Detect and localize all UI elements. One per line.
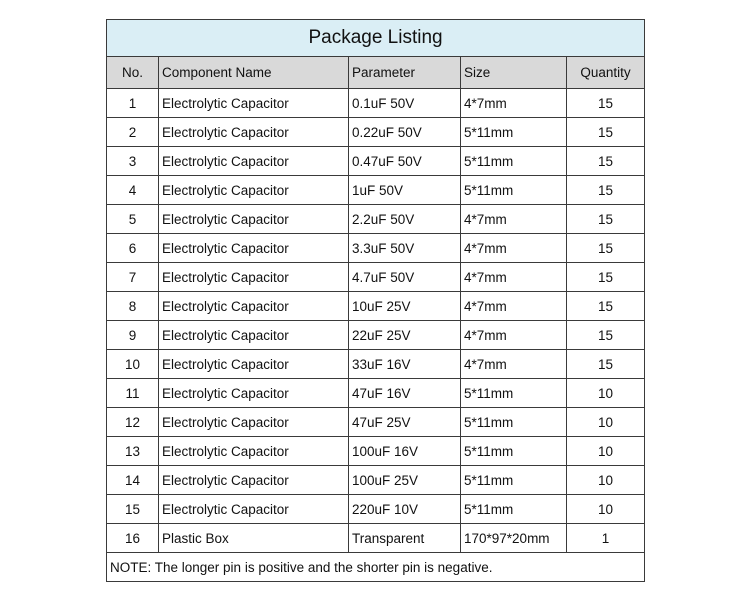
cell-size: 5*11mm <box>461 379 567 408</box>
cell-quantity: 15 <box>567 89 645 118</box>
package-listing-table <box>106 19 645 582</box>
cell-component-name: Electrolytic Capacitor <box>159 408 349 437</box>
cell-size: 170*97*20mm <box>461 524 567 553</box>
table-row <box>107 263 645 292</box>
header-no: No. <box>107 57 159 89</box>
cell-quantity: 15 <box>567 118 645 147</box>
cell-no: 2 <box>107 118 159 147</box>
cell-quantity: 15 <box>567 147 645 176</box>
cell-component-name: Electrolytic Capacitor <box>159 89 349 118</box>
table-row <box>107 466 645 495</box>
cell-no: 8 <box>107 292 159 321</box>
cell-no: 14 <box>107 466 159 495</box>
table-title: Package Listing <box>107 20 645 57</box>
cell-component-name: Electrolytic Capacitor <box>159 205 349 234</box>
cell-quantity: 15 <box>567 292 645 321</box>
cell-component-name: Electrolytic Capacitor <box>159 495 349 524</box>
cell-component-name: Electrolytic Capacitor <box>159 234 349 263</box>
cell-parameter: 47uF 25V <box>349 408 461 437</box>
table-row <box>107 495 645 524</box>
header-row <box>107 57 645 89</box>
cell-size: 5*11mm <box>461 495 567 524</box>
table-row <box>107 524 645 553</box>
cell-size: 4*7mm <box>461 263 567 292</box>
cell-no: 16 <box>107 524 159 553</box>
cell-component-name: Electrolytic Capacitor <box>159 379 349 408</box>
cell-size: 5*11mm <box>461 466 567 495</box>
cell-size: 5*11mm <box>461 147 567 176</box>
table-row <box>107 437 645 466</box>
cell-quantity: 15 <box>567 205 645 234</box>
cell-parameter: 22uF 25V <box>349 321 461 350</box>
cell-size: 4*7mm <box>461 89 567 118</box>
cell-size: 5*11mm <box>461 408 567 437</box>
cell-quantity: 15 <box>567 350 645 379</box>
cell-size: 5*11mm <box>461 118 567 147</box>
cell-no: 13 <box>107 437 159 466</box>
cell-quantity: 10 <box>567 379 645 408</box>
table-row <box>107 176 645 205</box>
cell-parameter: 100uF 16V <box>349 437 461 466</box>
cell-component-name: Electrolytic Capacitor <box>159 466 349 495</box>
cell-parameter: 47uF 16V <box>349 379 461 408</box>
cell-quantity: 10 <box>567 495 645 524</box>
cell-component-name: Plastic Box <box>159 524 349 553</box>
cell-no: 1 <box>107 89 159 118</box>
table-row <box>107 408 645 437</box>
cell-quantity: 1 <box>567 524 645 553</box>
cell-no: 7 <box>107 263 159 292</box>
header-size: Size <box>461 57 567 89</box>
cell-quantity: 10 <box>567 466 645 495</box>
table-row <box>107 379 645 408</box>
cell-parameter: 3.3uF 50V <box>349 234 461 263</box>
cell-size: 5*11mm <box>461 437 567 466</box>
cell-parameter: 100uF 25V <box>349 466 461 495</box>
cell-component-name: Electrolytic Capacitor <box>159 292 349 321</box>
note-text: NOTE: The longer pin is positive and the shorter pin is negative. <box>107 553 645 582</box>
cell-no: 3 <box>107 147 159 176</box>
cell-parameter: 4.7uF 50V <box>349 263 461 292</box>
cell-component-name: Electrolytic Capacitor <box>159 263 349 292</box>
cell-parameter: 33uF 16V <box>349 350 461 379</box>
cell-component-name: Electrolytic Capacitor <box>159 118 349 147</box>
cell-parameter: Transparent <box>349 524 461 553</box>
cell-size: 4*7mm <box>461 292 567 321</box>
cell-parameter: 2.2uF 50V <box>349 205 461 234</box>
cell-quantity: 10 <box>567 437 645 466</box>
cell-size: 4*7mm <box>461 350 567 379</box>
cell-quantity: 15 <box>567 263 645 292</box>
header-parameter: Parameter <box>349 57 461 89</box>
table-row <box>107 118 645 147</box>
table-row <box>107 89 645 118</box>
cell-parameter: 220uF 10V <box>349 495 461 524</box>
cell-component-name: Electrolytic Capacitor <box>159 350 349 379</box>
cell-no: 12 <box>107 408 159 437</box>
cell-component-name: Electrolytic Capacitor <box>159 176 349 205</box>
table-row <box>107 147 645 176</box>
cell-component-name: Electrolytic Capacitor <box>159 321 349 350</box>
table-row <box>107 321 645 350</box>
table-row <box>107 292 645 321</box>
cell-parameter: 0.22uF 50V <box>349 118 461 147</box>
cell-component-name: Electrolytic Capacitor <box>159 437 349 466</box>
cell-no: 10 <box>107 350 159 379</box>
cell-parameter: 0.1uF 50V <box>349 89 461 118</box>
table-body <box>107 89 645 553</box>
cell-quantity: 15 <box>567 234 645 263</box>
cell-no: 15 <box>107 495 159 524</box>
cell-no: 9 <box>107 321 159 350</box>
cell-quantity: 15 <box>567 176 645 205</box>
cell-parameter: 10uF 25V <box>349 292 461 321</box>
header-component-name: Component Name <box>159 57 349 89</box>
cell-no: 6 <box>107 234 159 263</box>
cell-size: 5*11mm <box>461 176 567 205</box>
cell-no: 5 <box>107 205 159 234</box>
cell-quantity: 15 <box>567 321 645 350</box>
header-quantity: Quantity <box>567 57 645 89</box>
table-row <box>107 350 645 379</box>
cell-no: 11 <box>107 379 159 408</box>
cell-size: 4*7mm <box>461 321 567 350</box>
cell-size: 4*7mm <box>461 205 567 234</box>
table-row <box>107 234 645 263</box>
table-row <box>107 205 645 234</box>
cell-size: 4*7mm <box>461 234 567 263</box>
cell-no: 4 <box>107 176 159 205</box>
cell-quantity: 10 <box>567 408 645 437</box>
cell-parameter: 1uF 50V <box>349 176 461 205</box>
cell-component-name: Electrolytic Capacitor <box>159 147 349 176</box>
cell-parameter: 0.47uF 50V <box>349 147 461 176</box>
